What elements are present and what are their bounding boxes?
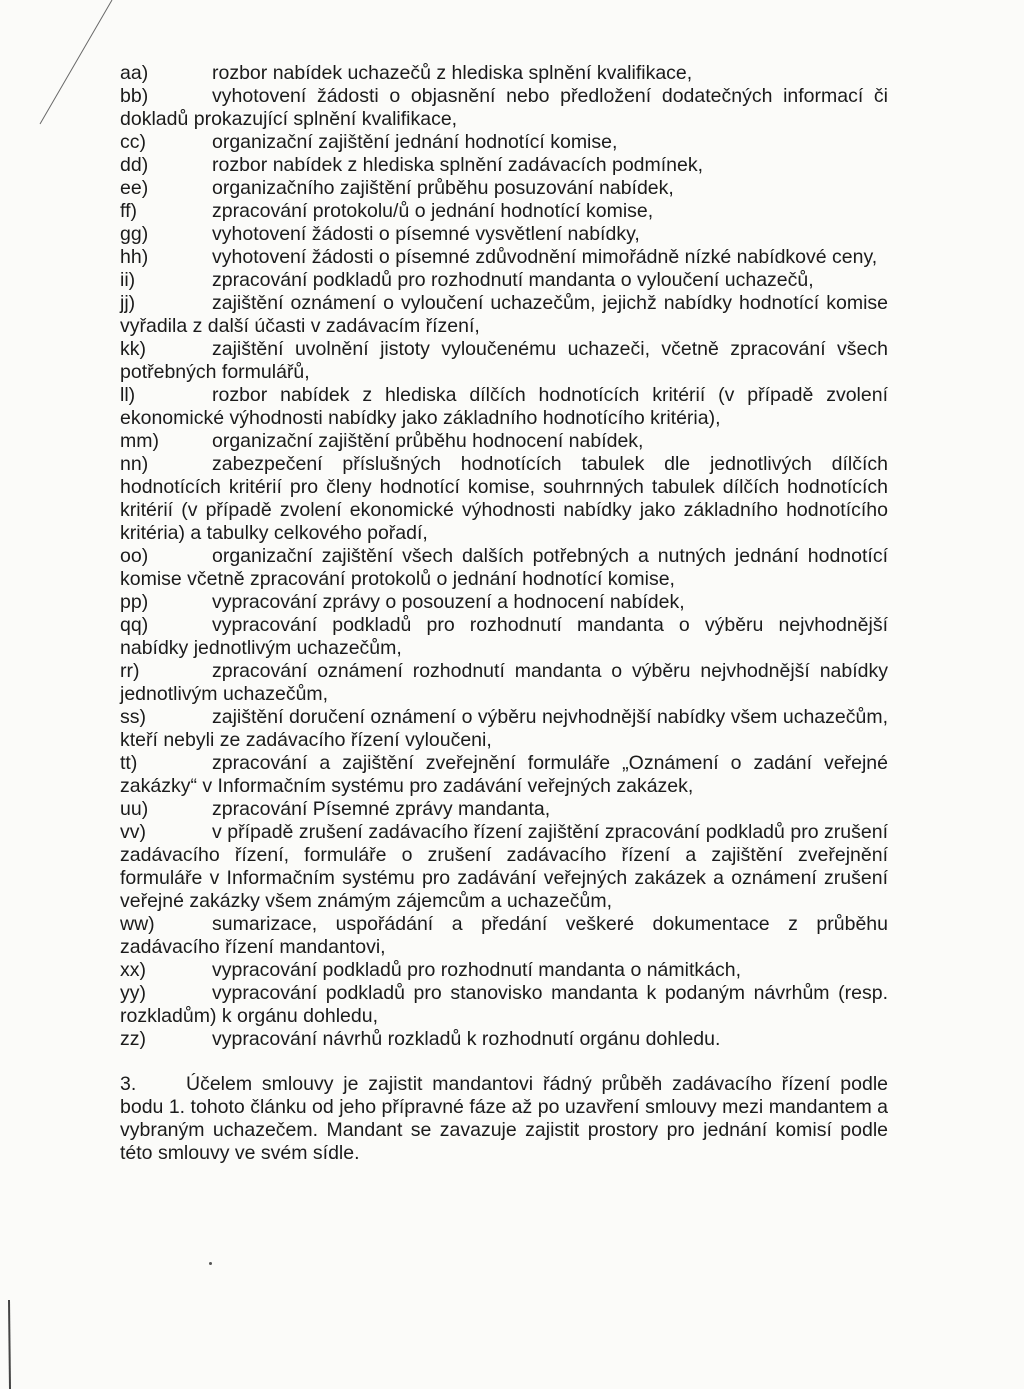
list-item-text: zpracování podkladů pro rozhodnutí mandanta o vyloučení uchazečů,: [212, 269, 814, 291]
list-item: [120, 246, 888, 269]
list-item-text: zajištění doručení oznámení o výběru nejvhodnější nabídky všem uchazečům, kteří nebyli ze zadávacího řízení vyloučeni,: [120, 706, 888, 751]
list-item-text: zabezpečení příslušných hodnotících tabulek dle jednotlivých dílčích hodnotících kritérií pro členy hodnotící komise, souhrnných tabulek dílčích hodnotících kritérií (v případě zvolení ekonomické výhodnosti nabídky jako základního hodnotícího kritéria) a tabulky celkového pořadí,: [120, 453, 888, 544]
list-item-text: vyhotovení žádosti o objasnění nebo předložení dodatečných informací či dokladů prokazující splnění kvalifikace,: [120, 85, 888, 130]
list-item-label: cc): [120, 131, 146, 153]
list-item-label: vv): [120, 821, 146, 843]
list-item-text: sumarizace, uspořádání a předání veškeré dokumentace z průběhu zadávacího řízení mandantovi,: [120, 913, 888, 958]
list-item-text: vypracování podkladů pro rozhodnutí mandanta o výběru nejvhodnější nabídky jednotlivým uchazečům,: [120, 614, 888, 659]
list-item-text: zpracování protokolu/ů o jednání hodnotící komise,: [212, 200, 654, 222]
list-item-text: zpracování Písemné zprávy mandanta,: [212, 798, 551, 820]
paragraph-text: Účelem smlouvy je zajistit mandantovi řádný průběh zadávacího řízení podle bodu 1. tohoto článku od jeho přípravné fáze až po uzavření smlouvy mezi mandantem a vybraným uchazečem. Mandant se zavazuje zajistit prostory pro jednání komisí podle této smlouvy ve svém sídle.: [120, 1073, 888, 1164]
list-item-text: vypracování podkladů pro stanovisko mandanta k podaným návrhům (resp. rozkladům) k orgánu dohledu,: [120, 982, 888, 1027]
list-item-label: ll): [120, 384, 136, 406]
list-item-text: organizační zajištění všech dalších potřebných a nutných jednání hodnotící komise včetně zpracování protokolů o jednání hodnotící komise,: [120, 545, 888, 590]
list-item: [120, 706, 888, 752]
list-item-label: zz): [120, 1028, 146, 1050]
document-body: [120, 62, 888, 1165]
list-item-text: rozbor nabídek z hlediska splnění zadávacích podmínek,: [212, 154, 704, 176]
list-item-text: vyhotovení žádosti o písemné vysvětlení nabídky,: [212, 223, 640, 245]
list-item-text: zpracování a zajištění zveřejnění formuláře „Oznámení o zadání veřejné zakázky“ v Informačním systému pro zadávání veřejných zakázek,: [120, 752, 888, 797]
list-item-text: vyhotovení žádosti o písemné zdůvodnění mimořádně nízké nabídkové ceny,: [212, 246, 878, 268]
list-item-label: tt): [120, 752, 138, 774]
list-item-text: rozbor nabídek z hlediska dílčích hodnotících kritérií (v případě zvolení ekonomické výhodnosti nabídky jako základního hodnotícího kritéria),: [120, 384, 888, 429]
list-item-label: rr): [120, 660, 140, 682]
list-item: [120, 614, 888, 660]
list-item-label: pp): [120, 591, 149, 613]
list-item-label: mm): [120, 430, 159, 452]
list-item: [120, 292, 888, 338]
list-item-text: organizační zajištění jednání hodnotící komise,: [212, 131, 618, 153]
list-item-label: ww): [120, 913, 155, 935]
margin-left-edge-line: [9, 1300, 10, 1389]
list-item-text: zajištění uvolnění jistoty vyloučenému uchazeči, včetně zpracování všech potřebných formulářů,: [120, 338, 888, 383]
list-item-text: organizační zajištění průběhu hodnocení nabídek,: [212, 430, 644, 452]
list-item: [120, 177, 888, 200]
list-item-text: vypracování zprávy o posouzení a hodnocení nabídek,: [212, 591, 685, 613]
list-item: [120, 453, 888, 545]
list-item-label: qq): [120, 614, 149, 636]
list-item-text: vypracování návrhů rozkladů k rozhodnutí orgánu dohledu.: [212, 1028, 721, 1050]
list-item-label: ii): [120, 269, 136, 291]
list-item-label: ff): [120, 200, 137, 222]
list-item-text: v případě zrušení zadávacího řízení zajištění zpracování podkladů pro zrušení zadávacího řízení, formuláře o zrušení zadávacího řízení a zajištění zveřejnění formuláře v Informačním systému pro zadávání veřejných zakázek a oznámení zrušení veřejné zakázky všem známým zájemcům a uchazečům,: [120, 821, 888, 912]
list-item-text: vypracování podkladů pro rozhodnutí mandanta o námitkách,: [212, 959, 741, 981]
paragraph-3: [120, 1073, 888, 1165]
list-item: [120, 821, 888, 913]
margin-pencil-line: [40, 0, 112, 124]
list-item-label: gg): [120, 223, 149, 245]
list-item: [120, 752, 888, 798]
list-item: [120, 591, 888, 614]
list-item-label: yy): [120, 982, 146, 1004]
list-item: [120, 154, 888, 177]
list-item: [120, 798, 888, 821]
list-item: [120, 131, 888, 154]
list-item-label: ss): [120, 706, 146, 728]
list-item-label: dd): [120, 154, 149, 176]
scan-speck: [209, 1262, 212, 1265]
list-item-label: hh): [120, 246, 149, 268]
list-item: [120, 85, 888, 131]
list-item-label: nn): [120, 453, 149, 475]
list-item-text: rozbor nabídek uchazečů z hlediska splnění kvalifikace,: [212, 62, 693, 84]
list-item: [120, 959, 888, 982]
paragraph-number: 3.: [120, 1073, 137, 1095]
list-item-label: oo): [120, 545, 149, 567]
list-item-label: kk): [120, 338, 146, 360]
list-item: [120, 982, 888, 1028]
list-item: [120, 545, 888, 591]
list-item: [120, 269, 888, 292]
list-item: [120, 430, 888, 453]
list-item-text: organizačního zajištění průběhu posuzování nabídek,: [212, 177, 674, 199]
list-item-label: ee): [120, 177, 149, 199]
list-item-label: xx): [120, 959, 146, 981]
list-item-text: zajištění oznámení o vyloučení uchazečům, jejichž nabídky hodnotící komise vyřadila z další účasti v zadávacím řízení,: [120, 292, 888, 337]
task-list: [120, 62, 888, 1051]
list-item: [120, 1028, 888, 1051]
list-item: [120, 223, 888, 246]
list-item: [120, 200, 888, 223]
list-item-label: jj): [120, 292, 136, 314]
list-item-label: bb): [120, 85, 149, 107]
list-item: [120, 660, 888, 706]
list-item: [120, 913, 888, 959]
list-item-label: uu): [120, 798, 149, 820]
list-item-label: aa): [120, 62, 149, 84]
list-item: [120, 384, 888, 430]
list-item: [120, 62, 888, 85]
list-item-text: zpracování oznámení rozhodnutí mandanta o výběru nejvhodnější nabídky jednotlivým uchazečům,: [120, 660, 888, 705]
list-item: [120, 338, 888, 384]
